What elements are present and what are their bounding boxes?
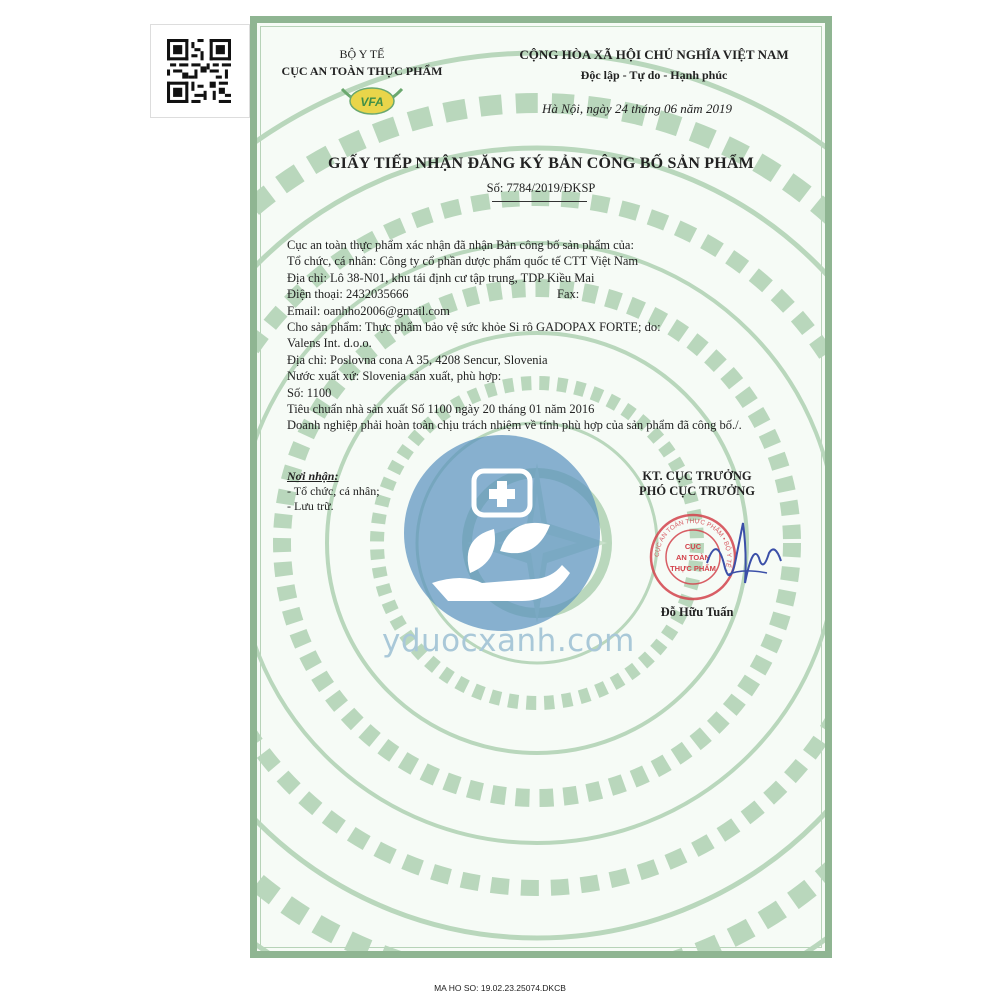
document-body xyxy=(287,237,827,434)
stamp-text-top: CỤC xyxy=(684,542,702,551)
signer-name: Đỗ Hữu Tuấn xyxy=(660,605,734,619)
signer-role-1: KT. CỤC TRƯỞNG xyxy=(642,469,752,483)
title-underline xyxy=(492,201,587,202)
stamp-text-bottom: THỰC PHẨM xyxy=(670,564,716,573)
watermark-logo-icon xyxy=(402,433,602,633)
fax-text: Fax: xyxy=(557,287,580,302)
header-left xyxy=(267,47,457,79)
dossier-code: MA HO SO: 19.02.23.25074.DKCB xyxy=(434,983,566,993)
responsibility-line: Doanh nghiệp phải hoàn toàn chịu trách nhiệm về tính phù hợp của sản phẩm đã công bố./. xyxy=(287,418,742,433)
recipients-title: Nơi nhận: xyxy=(287,469,339,483)
recipient-item: - Lưu trữ. xyxy=(287,499,334,513)
qr-code xyxy=(150,24,250,118)
country-name: CỘNG HÒA XÃ HỘI CHỦ NGHĨA VIỆT NAM xyxy=(519,47,789,62)
manufacturer-line: Valens Int. d.o.o. xyxy=(287,336,372,351)
signer-role-2: PHÓ CỤC TRƯỞNG xyxy=(639,484,755,498)
manufacturer-address-line: Địa chỉ: Poslovna cona A 35, 4208 Sencur, Slovenia xyxy=(287,352,548,367)
vfa-logo-icon xyxy=(337,81,407,121)
ministry-name: BỘ Y TẾ xyxy=(339,47,385,61)
logo-text: VFA xyxy=(360,95,384,109)
watermark-text: yduocxanh.com xyxy=(382,623,635,659)
national-motto: Độc lập - Tự do - Hạnh phúc xyxy=(580,68,728,82)
signature-block xyxy=(597,469,797,499)
contact-line xyxy=(287,286,827,302)
recipients xyxy=(287,469,380,514)
document-number: Số: 7784/2019/ĐKSP xyxy=(486,181,596,195)
department-name: CỤC AN TOÀN THỰC PHẨM xyxy=(281,64,443,78)
phone-text: Điện thoại: 2432035666 xyxy=(287,287,409,302)
stamp-ring-text: CỤC AN TOÀN THỰC PHẨM • BỘ Y TẾ • xyxy=(653,517,733,573)
intro-line: Cục an toàn thực phẩm xác nhận đã nhận Bản công bố sản phẩm của: xyxy=(287,238,634,252)
standard-line: Tiêu chuẩn nhà sản xuất Số 1100 ngày 20 tháng 01 năm 2016 xyxy=(287,402,595,417)
address-line: Địa chỉ: Lô 38-N01, khu tái định cư tập trung, TDP Kiều Mai xyxy=(287,270,595,285)
certificate xyxy=(250,16,832,958)
product-line: Cho sản phẩm: Thực phẩm bảo vệ sức khỏe Si rô GADOPAX FORTE; do: xyxy=(287,320,661,335)
recipient-item: - Tổ chức, cá nhân; xyxy=(287,484,380,498)
issue-date: Hà Nội, ngày 24 tháng 06 năm 2019 xyxy=(542,101,732,116)
header-right xyxy=(489,47,819,83)
email-line: Email: oanhho2006@gmail.com xyxy=(287,303,450,318)
qr-code-icon xyxy=(167,39,231,103)
stamp-text-mid: AN TOÀN xyxy=(675,553,711,562)
handwritten-signature xyxy=(697,513,787,593)
standard-number-line: Số: 1100 xyxy=(287,385,332,400)
organization-line: Tổ chức, cá nhân: Công ty cổ phần dược phẩm quốc tế CTT Việt Nam xyxy=(287,254,639,269)
origin-line: Nước xuất xứ: Slovenia sản xuất, phù hợp: xyxy=(287,369,502,384)
document-title: GIẤY TIẾP NHẬN ĐĂNG KÝ BẢN CÔNG BỐ SẢN PHẨM xyxy=(328,155,754,172)
